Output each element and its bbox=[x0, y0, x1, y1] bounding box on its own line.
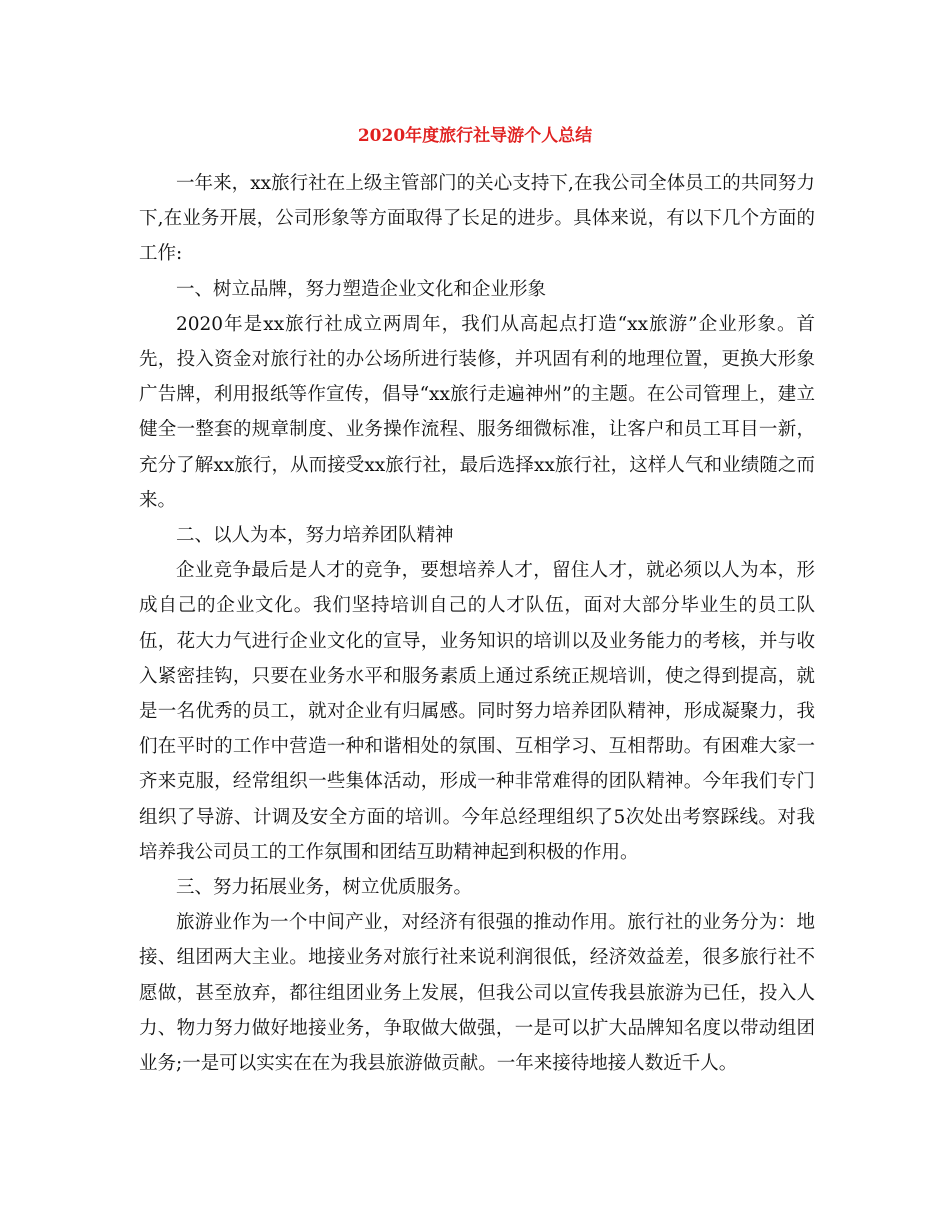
section-heading-1: 一、树立品牌，努力塑造企业文化和企业形象 bbox=[176, 278, 547, 300]
document-title: 2020年度旅行社导游个人总结 bbox=[357, 126, 593, 146]
document-body bbox=[139, 166, 815, 1081]
section-3-paragraph: 旅游业作为一个中间产业，对经济有很强的推动作用。旅行社的业务分为：地接、组团两大主业。地接业务对旅行社来说利润很低，经济效益差，很多旅行社不愿做，甚至放弃，都往组团业务上发展，但我公司以宣传我县旅游为已任，投入人力、物力努力做好地接业务，争取做大做强，一是可以扩大品牌知名度以带动组团业务;一是可以实实在在为我县旅游做贡献。一年来接待地接人数近千人。 bbox=[139, 912, 815, 1075]
section-heading-3: 三、努力拓展业务，树立优质服务。 bbox=[176, 877, 473, 899]
section-1-paragraph: 2020年是xx旅行社成立两周年，我们从高起点打造“xx旅游”企业形象。首先，投入资金对旅行社的办公场所进行装修，并巩固有利的地理位置，更换大形象广告牌，利用报纸等作宣传，倡导“xx旅行走遍神州”的主题。在公司管理上，建立健全一整套的规章制度、业务操作流程、服务细微标准，让客户和员工耳目一新，充分了解xx旅行，从而接受xx旅行社，最后选择xx旅行社，这样人气和业绩随之而来。 bbox=[139, 313, 815, 511]
intro-paragraph: 一年来，xx旅行社在上级主管部门的关心支持下,在我公司全体员工的共同努力下,在业务开展，公司形象等方面取得了长足的进步。具体来说，有以下几个方面的工作: bbox=[139, 173, 815, 265]
section-2-paragraph: 企业竞争最后是人才的竞争，要想培养人才，留住人才，就必须以人为本，形成自己的企业文化。我们坚持培训自己的人才队伍，面对大部分毕业生的员工队伍，花大力气进行企业文化的宣导，业务知识的培训以及业务能力的考核，并与收入紧密挂钩，只要在业务水平和服务素质上通过系统正规培训，使之得到提高，就是一名优秀的员工，就对企业有归属感。同时努力培养团队精神，形成凝聚力，我们在平时的工作中营造一种和谐相处的氛围、互相学习、互相帮助。有困难大家一齐来克服，经常组织一些集体活动，形成一种非常难得的团队精神。今年我们专门组织了导游、计调及安全方面的培训。今年总经理组织了5次处出考察踩线。对我培养我公司员工的工作氛围和团结互助精神起到积极的作用。 bbox=[139, 560, 815, 863]
section-heading-2: 二、以人为本，努力培养团队精神 bbox=[176, 525, 454, 547]
